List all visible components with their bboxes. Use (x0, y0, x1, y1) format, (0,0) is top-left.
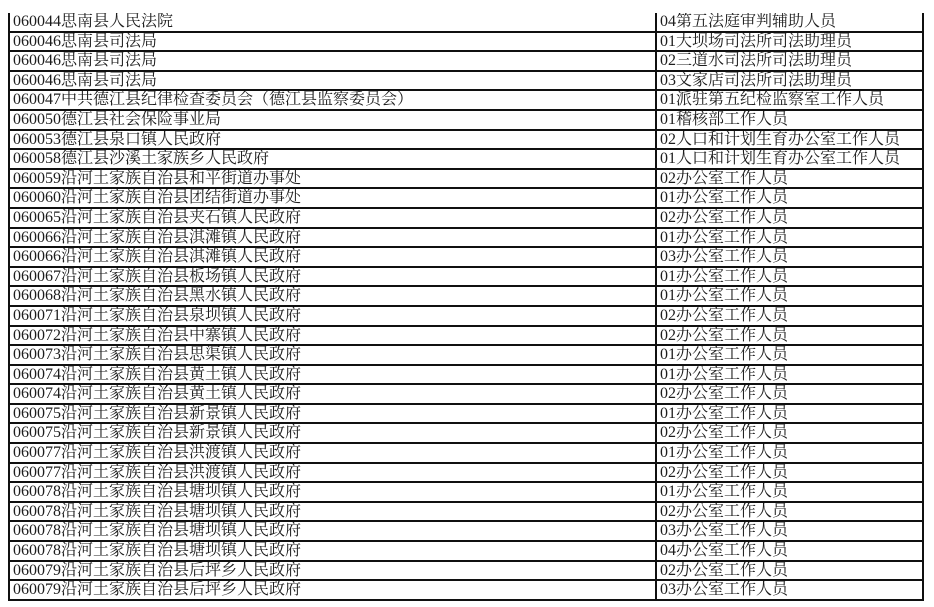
unit-cell: 060066沿河土家族自治县淇滩镇人民政府 (9, 228, 656, 248)
position-cell: 03办公室工作人员 (656, 521, 923, 541)
unit-cell: 060058德江县沙溪土家族乡人民政府 (9, 149, 656, 169)
position-cell: 01办公室工作人员 (656, 267, 923, 287)
table-row (9, 32, 923, 52)
position-cell: 02人口和计划生育办公室工作人员 (656, 130, 923, 150)
unit-cell: 060078沿河土家族自治县塘坝镇人民政府 (9, 541, 656, 561)
unit-cell: 060078沿河土家族自治县塘坝镇人民政府 (9, 502, 656, 522)
table-row (9, 130, 923, 150)
unit-cell: 060072沿河土家族自治县中寨镇人民政府 (9, 326, 656, 346)
position-cell: 02办公室工作人员 (656, 384, 923, 404)
unit-cell: 060079沿河土家族自治县后坪乡人民政府 (9, 561, 656, 581)
table-row (9, 580, 923, 600)
unit-cell: 060066沿河土家族自治县淇滩镇人民政府 (9, 247, 656, 267)
position-cell: 01办公室工作人员 (656, 188, 923, 208)
table-row (9, 423, 923, 443)
table-row (9, 541, 923, 561)
position-cell: 02办公室工作人员 (656, 502, 923, 522)
position-cell: 02办公室工作人员 (656, 463, 923, 483)
position-cell: 01办公室工作人员 (656, 443, 923, 463)
position-cell: 02办公室工作人员 (656, 208, 923, 228)
position-cell: 01办公室工作人员 (656, 404, 923, 424)
position-cell: 01稽核部工作人员 (656, 110, 923, 130)
table-row (9, 326, 923, 346)
position-cell: 04第五法庭审判辅助人员 (656, 13, 923, 32)
unit-cell: 060075沿河土家族自治县新景镇人民政府 (9, 404, 656, 424)
table-row (9, 502, 923, 522)
unit-cell: 060046思南县司法局 (9, 51, 656, 71)
table-row (9, 267, 923, 287)
unit-cell: 060075沿河土家族自治县新景镇人民政府 (9, 423, 656, 443)
table-row (9, 90, 923, 110)
unit-cell: 060046思南县司法局 (9, 32, 656, 52)
positions-table (8, 13, 924, 601)
position-cell: 02办公室工作人员 (656, 306, 923, 326)
unit-cell: 060079沿河土家族自治县后坪乡人民政府 (9, 580, 656, 600)
unit-cell: 060074沿河土家族自治县黄土镇人民政府 (9, 384, 656, 404)
table-row (9, 228, 923, 248)
table-body (9, 13, 923, 600)
table-row (9, 404, 923, 424)
table-row (9, 247, 923, 267)
table-row (9, 463, 923, 483)
table-row (9, 365, 923, 385)
position-cell: 04办公室工作人员 (656, 541, 923, 561)
table-row (9, 384, 923, 404)
position-cell: 01大坝场司法所司法助理员 (656, 32, 923, 52)
position-cell: 02办公室工作人员 (656, 561, 923, 581)
table-row (9, 188, 923, 208)
position-cell: 02办公室工作人员 (656, 169, 923, 189)
position-cell: 01人口和计划生育办公室工作人员 (656, 149, 923, 169)
table-row (9, 561, 923, 581)
position-cell: 03办公室工作人员 (656, 580, 923, 600)
unit-cell: 060050德江县社会保险事业局 (9, 110, 656, 130)
unit-cell: 060059沿河土家族自治县和平街道办事处 (9, 169, 656, 189)
position-cell: 01办公室工作人员 (656, 365, 923, 385)
position-cell: 02办公室工作人员 (656, 326, 923, 346)
table-row (9, 71, 923, 91)
table-row (9, 13, 923, 32)
table-row (9, 286, 923, 306)
table-row (9, 306, 923, 326)
unit-cell: 060077沿河土家族自治县洪渡镇人民政府 (9, 463, 656, 483)
table-row (9, 482, 923, 502)
table-row (9, 443, 923, 463)
unit-cell: 060046思南县司法局 (9, 71, 656, 91)
position-cell: 03办公室工作人员 (656, 247, 923, 267)
table-row (9, 208, 923, 228)
unit-cell: 060053德江县泉口镇人民政府 (9, 130, 656, 150)
unit-cell: 060077沿河土家族自治县洪渡镇人民政府 (9, 443, 656, 463)
position-cell: 03文家店司法所司法助理员 (656, 71, 923, 91)
table-row (9, 521, 923, 541)
position-cell: 01办公室工作人员 (656, 345, 923, 365)
unit-cell: 060074沿河土家族自治县黄土镇人民政府 (9, 365, 656, 385)
table-row (9, 149, 923, 169)
position-cell: 01办公室工作人员 (656, 228, 923, 248)
position-cell: 01派驻第五纪检监察室工作人员 (656, 90, 923, 110)
position-cell: 02三道水司法所司法助理员 (656, 51, 923, 71)
unit-cell: 060078沿河土家族自治县塘坝镇人民政府 (9, 521, 656, 541)
position-cell: 01办公室工作人员 (656, 482, 923, 502)
unit-cell: 060044思南县人民法院 (9, 13, 656, 32)
table-row (9, 110, 923, 130)
unit-cell: 060078沿河土家族自治县塘坝镇人民政府 (9, 482, 656, 502)
unit-cell: 060060沿河土家族自治县团结街道办事处 (9, 188, 656, 208)
unit-cell: 060067沿河土家族自治县板场镇人民政府 (9, 267, 656, 287)
unit-cell: 060071沿河土家族自治县泉坝镇人民政府 (9, 306, 656, 326)
table-row (9, 169, 923, 189)
unit-cell: 060047中共德江县纪律检查委员会（德江县监察委员会） (9, 90, 656, 110)
position-cell: 01办公室工作人员 (656, 286, 923, 306)
unit-cell: 060068沿河土家族自治县黑水镇人民政府 (9, 286, 656, 306)
unit-cell: 060065沿河土家族自治县夹石镇人民政府 (9, 208, 656, 228)
unit-cell: 060073沿河土家族自治县思渠镇人民政府 (9, 345, 656, 365)
position-cell: 02办公室工作人员 (656, 423, 923, 443)
table-row (9, 345, 923, 365)
table-row (9, 51, 923, 71)
